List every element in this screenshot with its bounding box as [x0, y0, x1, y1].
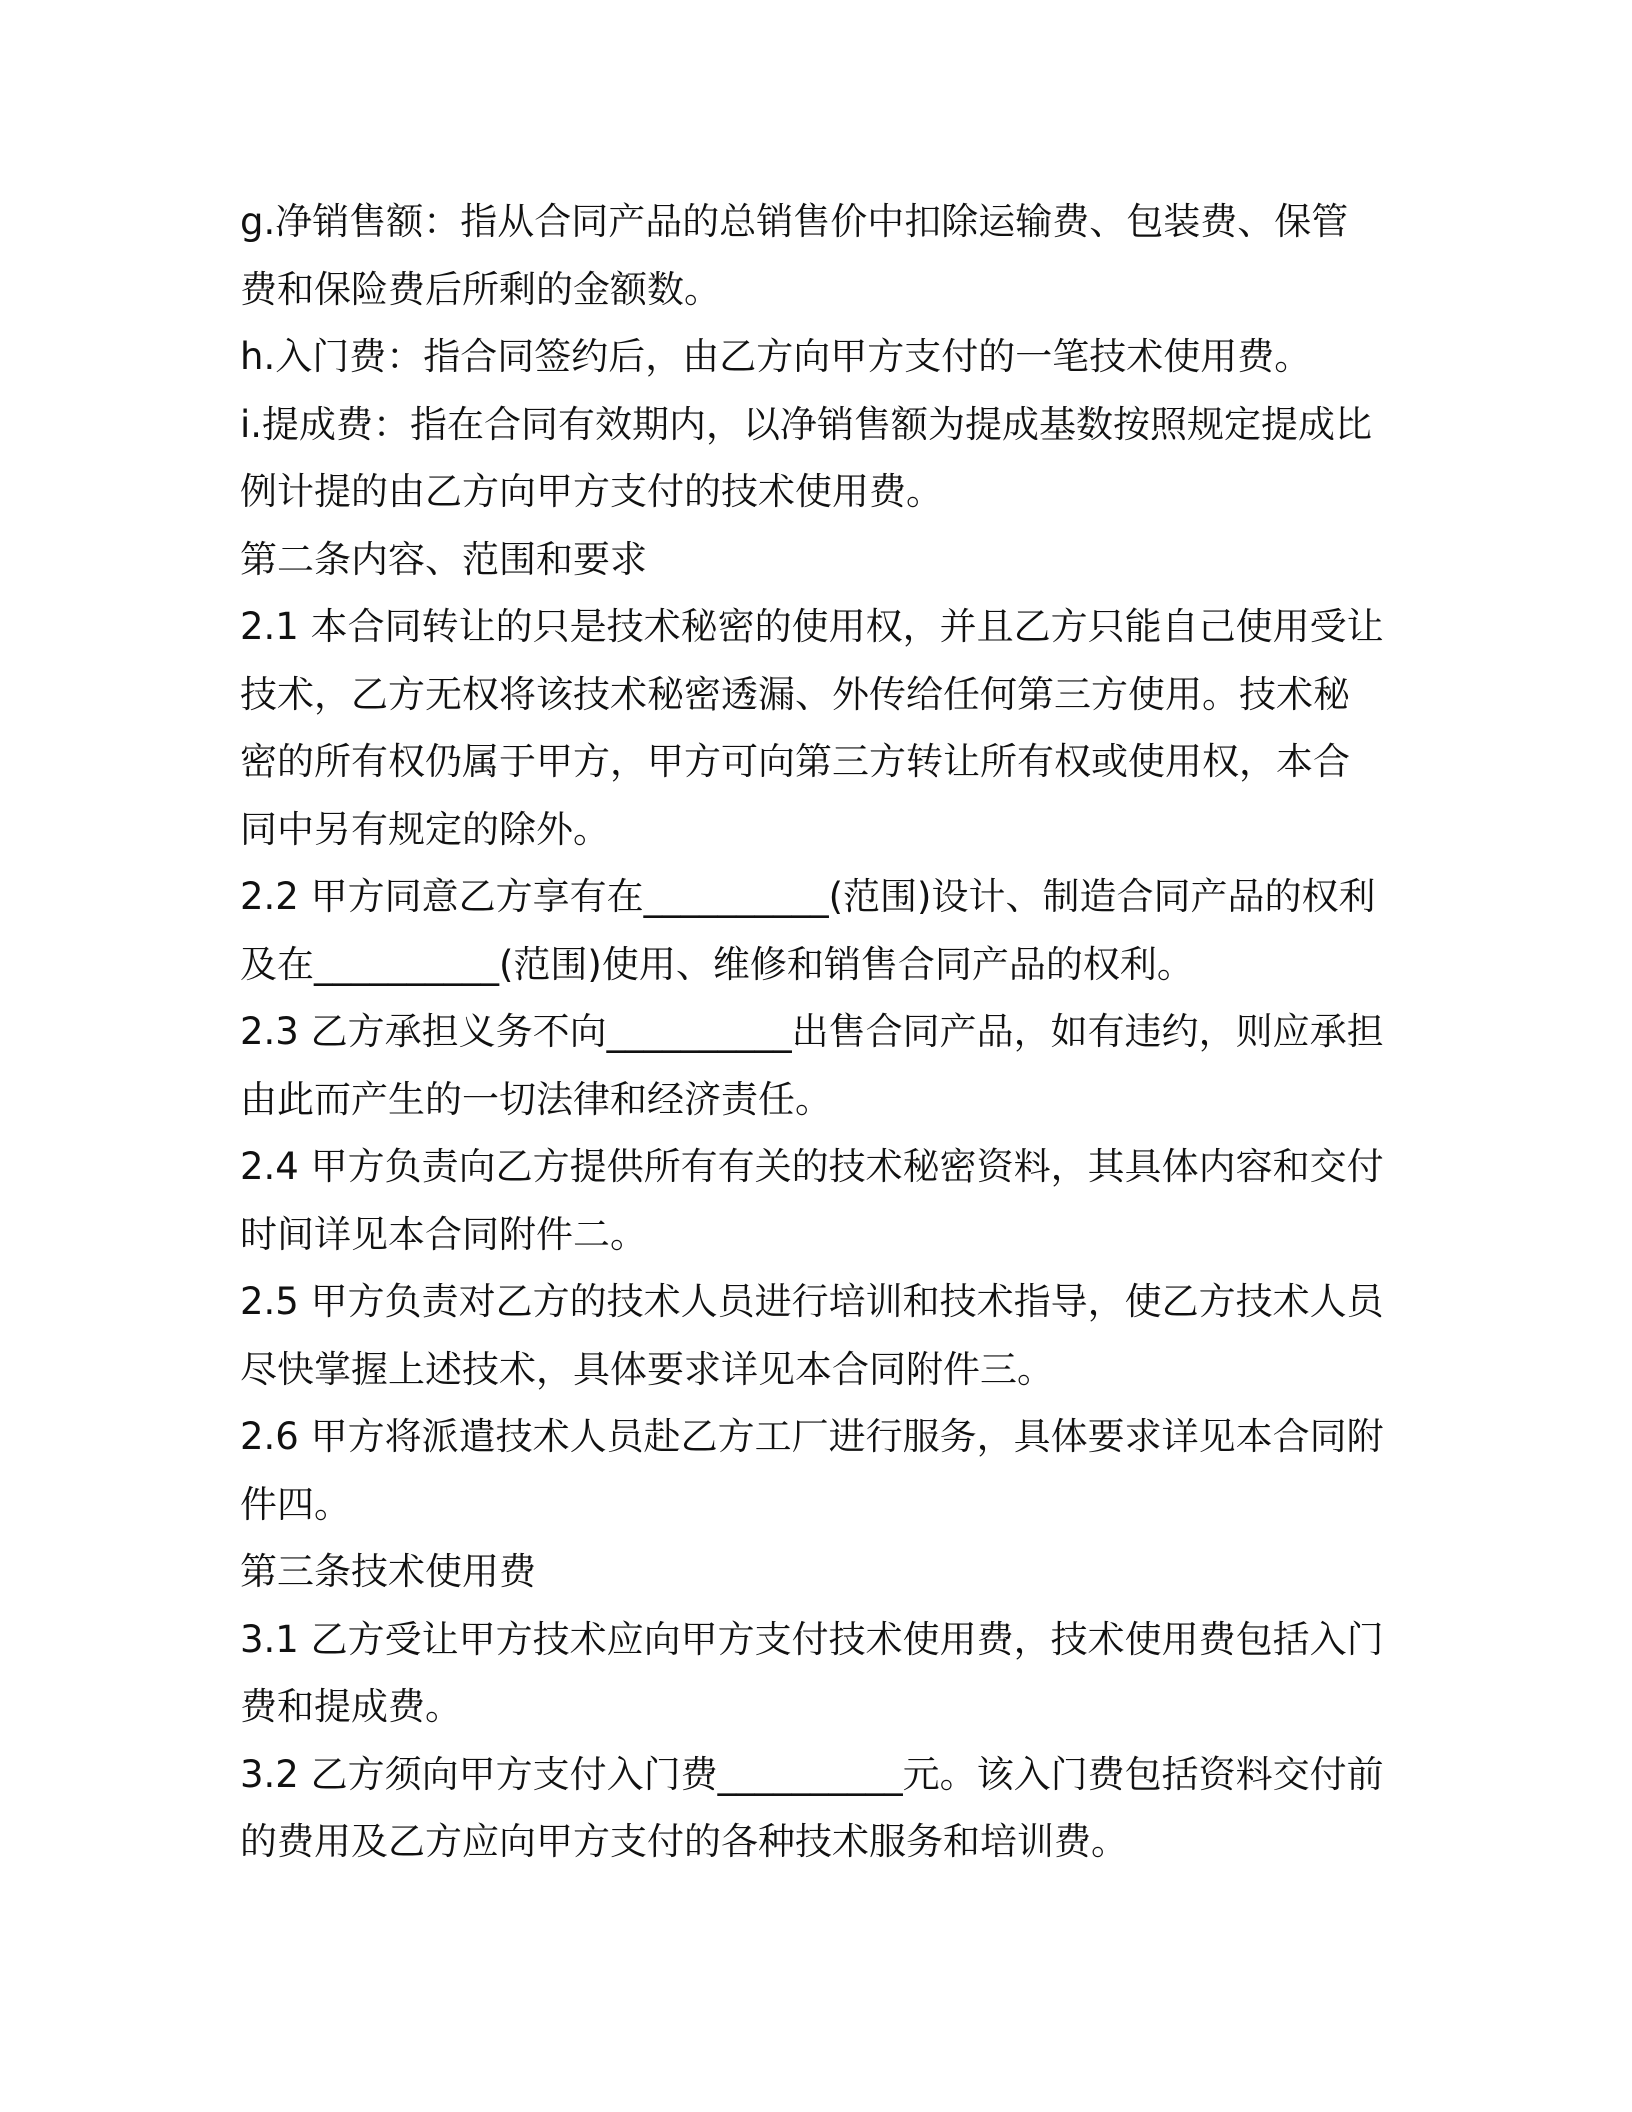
- text-line: 时间详见本合同附件二。: [240, 1212, 647, 1256]
- text-line: 技术，乙方无权将该技术秘密透漏、外传给任何第三方使用。技术秘: [240, 672, 1350, 716]
- clause-2-1: 2.1 本合同转让的只是技术秘密的使用权，并且乙方只能自己使用受让: [240, 605, 1384, 648]
- text-line: 费和保险费后所剩的金额数。: [240, 267, 721, 311]
- text-line: 由此而产生的一切法律和经济责任。: [240, 1077, 832, 1121]
- clause-2-5: 2.5 甲方负责对乙方的技术人员进行培训和技术指导，使乙方技术人员: [240, 1280, 1384, 1323]
- text-line: 及在__________(范围)使用、维修和销售合同产品的权利。: [240, 942, 1194, 986]
- document-body: [240, 188, 1400, 1876]
- text-line-g-definition: g.净销售额：指从合同产品的总销售价中扣除运输费、包装费、保管: [240, 200, 1349, 243]
- text-line: 的费用及乙方应向甲方支付的各种技术服务和培训费。: [240, 1820, 1128, 1863]
- text-line: 件四。: [240, 1482, 351, 1526]
- clause-2-3: 2.3 乙方承担义务不向__________出售合同产品，如有违约，则应承担: [240, 1010, 1384, 1053]
- text-line: 例计提的由乙方向甲方支付的技术使用费。: [240, 470, 943, 513]
- text-line: 尽快掌握上述技术，具体要求详见本合同附件三。: [240, 1347, 1054, 1391]
- text-line-h-definition: h.入门费：指合同签约后，由乙方向甲方支付的一笔技术使用费。: [240, 335, 1312, 378]
- text-line: 费和提成费。: [240, 1685, 462, 1728]
- section-heading-article-2: 第二条内容、范围和要求: [240, 537, 647, 581]
- clause-3-2: 3.2 乙方须向甲方支付入门费__________元。该入门费包括资料交付前: [240, 1752, 1384, 1796]
- text-line: 密的所有权仍属于甲方，甲方可向第三方转让所有权或使用权，本合: [240, 740, 1350, 783]
- clause-2-6: 2.6 甲方将派遣技术人员赴乙方工厂进行服务，具体要求详见本合同附: [240, 1415, 1384, 1458]
- clause-2-2: 2.2 甲方同意乙方享有在__________(范围)设计、制造合同产品的权利: [240, 875, 1376, 918]
- text-line-i-definition: i.提成费：指在合同有效期内，以净销售额为提成基数按照规定提成比: [240, 402, 1373, 446]
- section-heading-article-3: 第三条技术使用费: [240, 1550, 536, 1593]
- text-line: 同中另有规定的除外。: [240, 807, 610, 851]
- clause-3-1: 3.1 乙方受让甲方技术应向甲方支付技术使用费，技术使用费包括入门: [240, 1617, 1384, 1661]
- clause-2-4: 2.4 甲方负责向乙方提供所有有关的技术秘密资料，其具体内容和交付: [240, 1145, 1384, 1188]
